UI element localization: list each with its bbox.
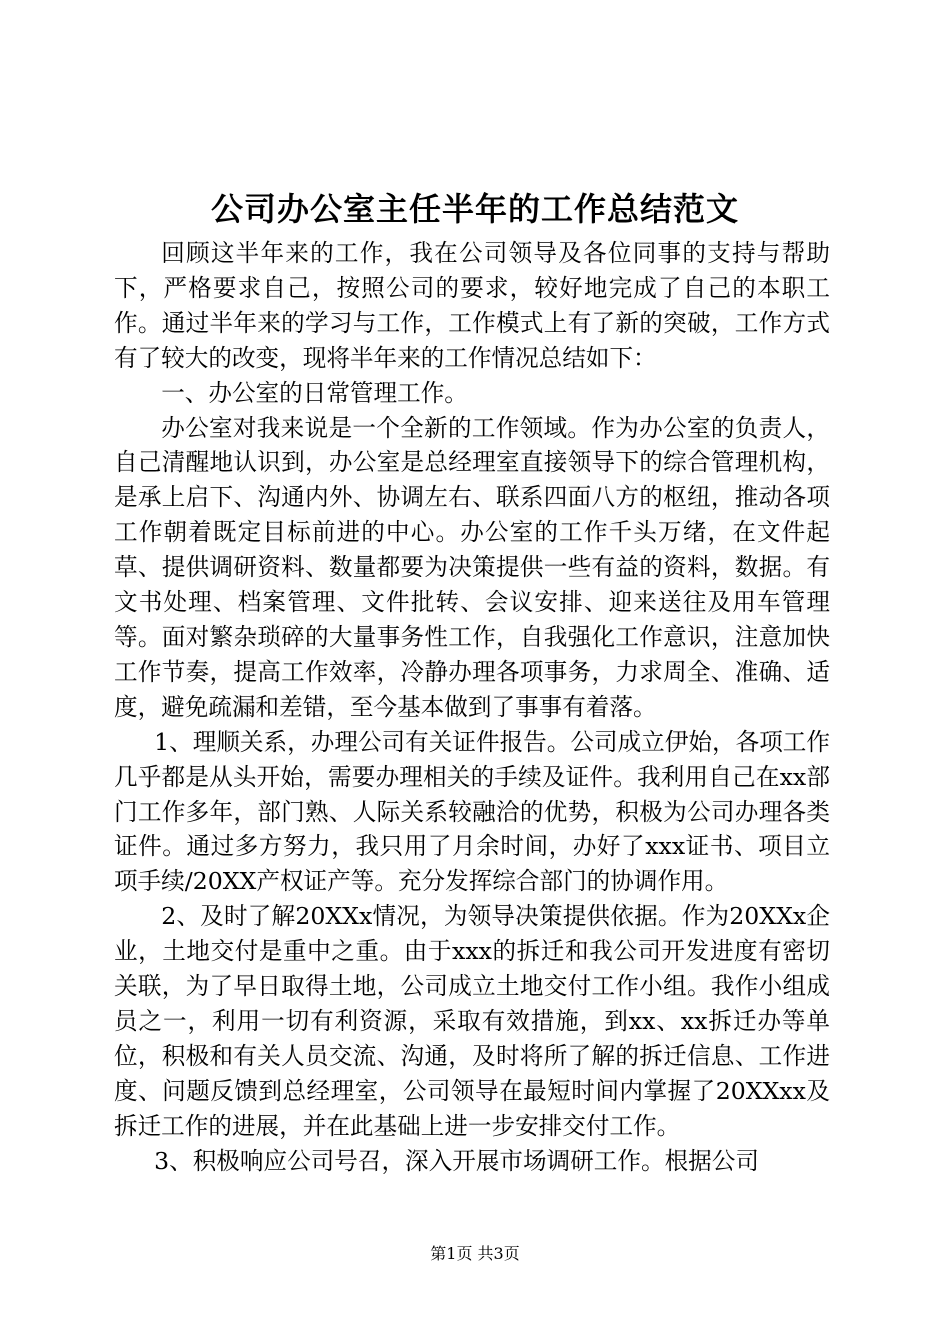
- paragraph-item-3: 3、积极响应公司号召，深入开展市场调研工作。根据公司: [154, 1146, 759, 1175]
- paragraph-intro: 回顾这半年来的工作，我在公司领导及各位同事的支持与帮助下，严格要求自己，按照公司的要求，较好地完成了自己的本职工作。通过半年来的学习与工作，工作模式上有了新的突破，工作方式有了较大的改变，现将半年来的工作情况总结如下：: [114, 239, 830, 372]
- paragraph-item-2: 2、及时了解20XXx情况，为领导决策提供依据。作为20XXx企业，土地交付是重中之重。由于xxx的拆迁和我公司开发进度有密切关联，为了早日取得土地，公司成立土地交付工作小组。我作小组成员之一，利用一切有利资源，采取有效措施，到xx、xx拆迁办等单位，积极和有关人员交流、沟通，及时将所了解的拆迁信息、工作进度、问题反馈到总经理室，公司领导在最短时间内掌握了20XXxx及拆迁工作的进展，并在此基础上进一步安排交付工作。: [114, 902, 830, 1140]
- paragraph-item-1: 1、理顺关系，办理公司有关证件报告。公司成立伊始，各项工作几乎都是从头开始，需要办理相关的手续及证件。我利用自己在xx部门工作多年，部门熟、人际关系较融洽的优势，积极为公司办理各类证件。通过多方努力，我只用了月余时间，办好了xxx证书、项目立项手续/20XX产权证产等。充分发挥综合部门的协调作用。: [114, 727, 831, 896]
- paragraph-section-heading: 一、办公室的日常管理工作。: [161, 378, 468, 407]
- document-body: [114, 236, 830, 1178]
- paragraph-office-overview: 办公室对我来说是一个全新的工作领域。作为办公室的负责人，自己清醒地认识到，办公室是总经理室直接领导下的综合管理机构，是承上启下、沟通内外、协调左右、联系四面八方的枢纽，推动各项工作朝着既定目标前进的中心。办公室的工作千头万绪，在文件起草、提供调研资料、数量都要为决策提供一些有益的资料，数据。有文书处理、档案管理、文件批转、会议安排、迎来送往及用车管理等。面对繁杂琐碎的大量事务性工作，自我强化工作意识，注意加快工作节奏，提高工作效率，冷静办理各项事务，力求周全、准确、适度，避免疏漏和差错，至今基本做到了事事有着落。: [114, 413, 830, 721]
- document-title: 公司办公室主任半年的工作总结范文: [210, 190, 739, 228]
- page-number-footer: 第1页 共3页: [430, 1244, 520, 1263]
